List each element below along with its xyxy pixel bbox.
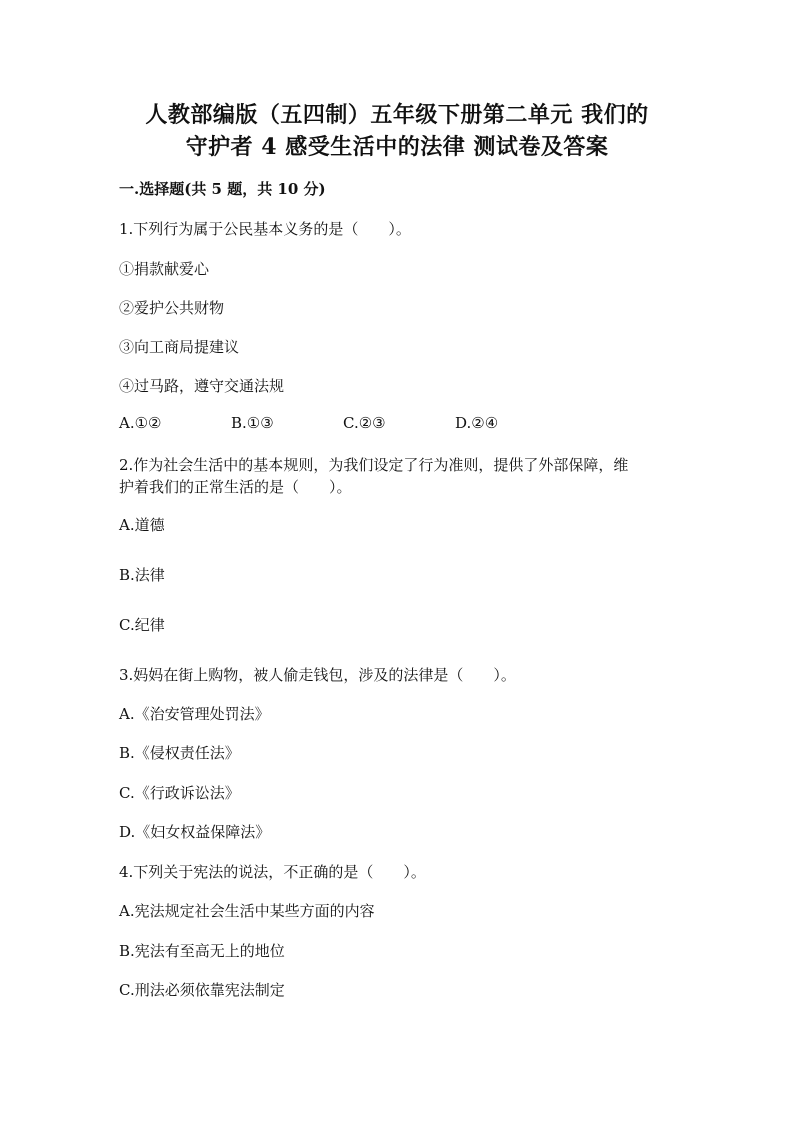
question-4-option-a: A.宪法规定社会生活中某些方面的内容 [119, 902, 375, 920]
question-3-option-c: C.《行政诉讼法》 [119, 784, 240, 802]
question-4-option-b: B.宪法有至高无上的地位 [119, 942, 285, 960]
question-3-option-d: D.《妇女权益保障法》 [119, 823, 271, 841]
question-1-item-2: ②爱护公共财物 [119, 299, 225, 317]
question-3-option-b: B.《侵权责任法》 [119, 744, 240, 762]
question-3-stem: 3.妈妈在街上购物，被人偷走钱包，涉及的法律是（ ）。 [119, 666, 516, 684]
question-3-option-a: A.《治安管理处罚法》 [119, 705, 270, 723]
question-4-option-c: C.刑法必须依靠宪法制定 [119, 981, 285, 999]
question-1-option-a: A.①② [119, 414, 162, 432]
question-2-stem-line-1: 2.作为社会生活中的基本规则，为我们设定了行为准则，提供了外部保障，维 [119, 456, 629, 474]
page-title-line-1: 人教部编版（五四制）五年级下册第二单元 我们的 [145, 102, 649, 128]
question-2-stem-line-2: 护着我们的正常生活的是（ ）。 [119, 478, 352, 496]
question-1-item-3: ③向工商局提建议 [119, 338, 240, 356]
question-1-item-4: ④过马路，遵守交通法规 [119, 377, 285, 395]
question-4-stem: 4.下列关于宪法的说法，不正确的是（ ）。 [119, 863, 426, 881]
question-1-option-c: C.②③ [343, 414, 386, 432]
question-1-option-d: D.②④ [455, 414, 499, 432]
page-title-line-2: 守护者 4 感受生活中的法律 测试卷及答案 [185, 134, 609, 160]
section-heading: 一.选择题(共 5 题，共 10 分) [119, 180, 326, 198]
question-2-option-c: C.纪律 [119, 616, 165, 634]
question-1-item-1: ①捐款献爱心 [119, 260, 210, 278]
question-1-option-b: B.①③ [231, 414, 274, 432]
question-2-option-a: A.道德 [119, 516, 165, 534]
question-2-option-b: B.法律 [119, 566, 165, 584]
question-1-stem: 1.下列行为属于公民基本义务的是（ ）。 [119, 220, 411, 238]
